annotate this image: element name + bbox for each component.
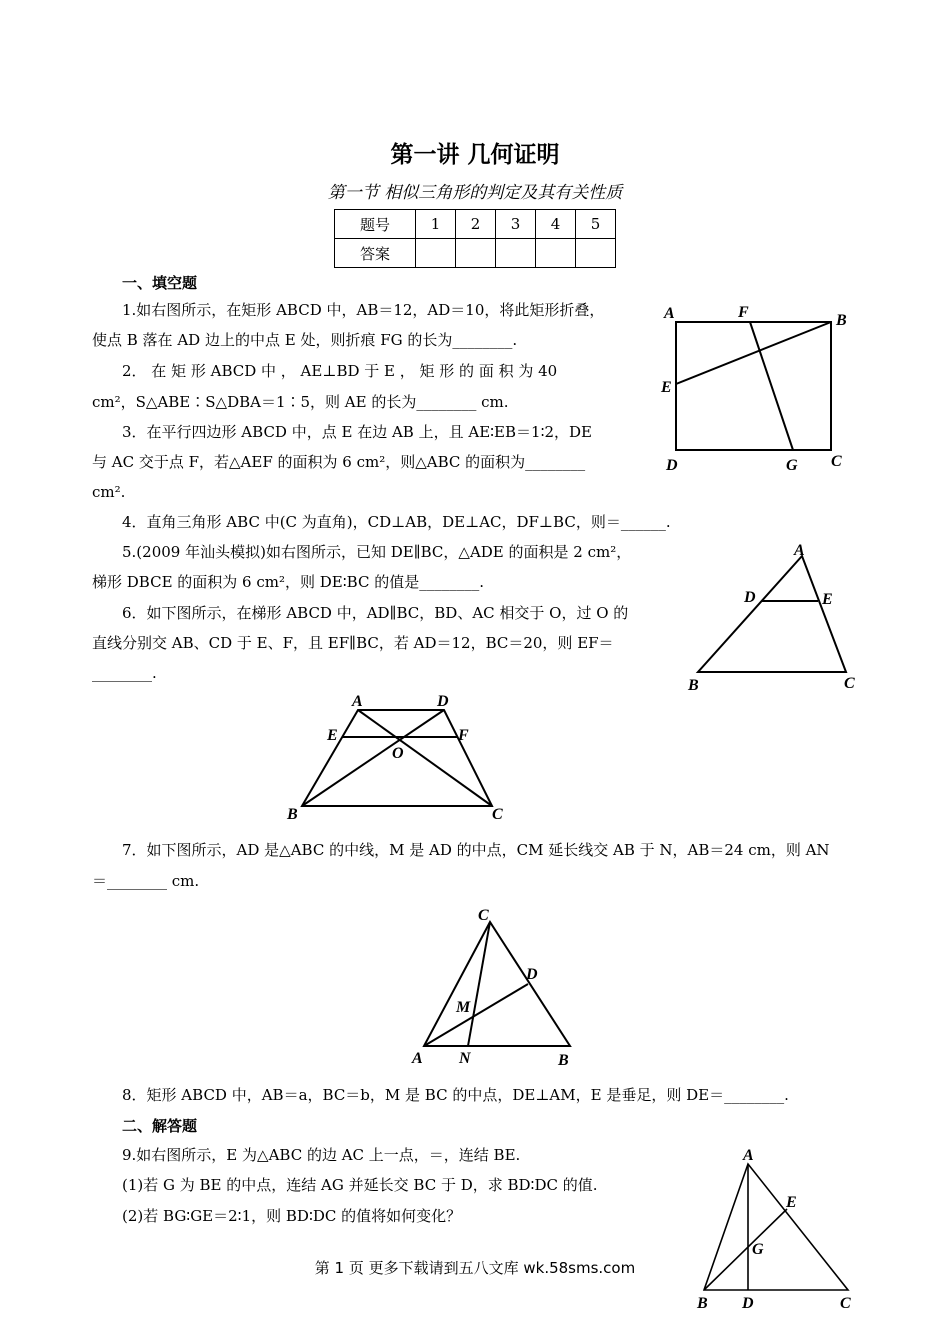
question-7-line-2: ＝________ cm. <box>92 872 200 890</box>
table-row <box>335 210 616 239</box>
label-f: F <box>458 727 469 744</box>
label-e: E <box>327 727 338 744</box>
label-d: D <box>742 1295 754 1312</box>
label-c: C <box>831 453 842 470</box>
label-a: A <box>664 305 675 322</box>
label-c: C <box>844 675 855 692</box>
label-b: B <box>836 312 847 329</box>
label-g: G <box>752 1241 764 1258</box>
answer-cell <box>496 239 536 268</box>
table-cell: 4 <box>536 210 576 239</box>
table-row <box>335 239 616 268</box>
label-b: B <box>697 1295 708 1312</box>
question-9-line-2: (1)若 G 为 BE 的中点，连结 AG 并延长交 BC 于 D，求 BD∶DC 的值. <box>122 1176 598 1194</box>
label-m: M <box>456 999 471 1016</box>
question-8: 8．矩形 ABCD 中，AB＝a，BC＝b，M 是 BC 的中点，DE⊥AM，E 是垂足，则 DE＝________. <box>122 1086 789 1104</box>
answer-cell <box>416 239 456 268</box>
table-header-number: 题号 <box>335 210 416 239</box>
label-b: B <box>688 677 699 694</box>
question-2-line-2: cm²，S△ABE∶S△DBA＝1∶5，则 AE 的长为________ cm. <box>92 393 509 411</box>
triangle-ag-figure <box>690 1140 865 1316</box>
label-c: C <box>478 907 489 924</box>
question-6-line-3: ________. <box>92 664 157 682</box>
section-answer: 二、解答题 <box>122 1117 198 1135</box>
label-c: C <box>492 806 503 823</box>
label-e: E <box>661 379 672 396</box>
label-e: E <box>822 591 833 608</box>
label-n: N <box>459 1050 471 1067</box>
question-9-line-3: (2)若 BG∶GE＝2∶1，则 BD∶DC 的值将如何变化？ <box>122 1207 462 1225</box>
triangle-de-parallel-figure <box>680 538 870 698</box>
table-cell: 1 <box>416 210 456 239</box>
trapezoid-figure <box>280 688 520 824</box>
question-3-line-3: cm². <box>92 483 126 501</box>
question-3-line-1: 3．在平行四边形 ABCD 中，点 E 在边 AB 上，且 AE∶EB＝1∶2，DE <box>122 423 592 441</box>
label-d: D <box>526 966 538 983</box>
answer-cell <box>576 239 616 268</box>
question-1-line-1: 1.如右图所示，在矩形 ABCD 中，AB＝12，AD＝10，将此矩形折叠， <box>122 301 605 319</box>
label-a: A <box>412 1050 423 1067</box>
triangle-abc <box>698 556 846 672</box>
label-a: A <box>743 1147 754 1164</box>
label-b: B <box>558 1052 569 1068</box>
label-d: D <box>437 693 449 710</box>
question-1-line-2: 使点 B 落在 AD 边上的中点 E 处，则折痕 FG 的长为________. <box>92 331 518 349</box>
label-a: A <box>352 693 363 710</box>
triangle-abc <box>424 922 570 1046</box>
label-b: B <box>287 806 298 823</box>
question-3-line-2: 与 AC 交于点 F，若△AEF 的面积为 6 cm²，则△ABC 的面积为________ <box>92 453 586 471</box>
label-a: A <box>794 542 805 559</box>
label-c: C <box>840 1295 851 1312</box>
section-fill-in: 一、填空题 <box>122 274 198 292</box>
rectangle-fold-figure <box>655 298 855 478</box>
answer-cell <box>536 239 576 268</box>
page-title: 第一讲 几何证明 <box>390 142 560 168</box>
question-9-line-1: 9.如右图所示，E 为△ABC 的边 AC 上一点，＝，连结 BE. <box>122 1146 521 1164</box>
answer-table <box>334 209 616 268</box>
table-header-answer: 答案 <box>335 239 416 268</box>
section-subtitle: 第一节 相似三角形的判定及其有关性质 <box>327 183 623 203</box>
question-5-line-2: 梯形 DBCE 的面积为 6 cm²，则 DE∶BC 的值是________. <box>92 573 484 591</box>
answer-cell <box>456 239 496 268</box>
fold-line-fg <box>750 322 793 450</box>
question-4: 4．直角三角形 ABC 中(C 为直角)，CD⊥AB，DE⊥AC，DF⊥BC，则＝______. <box>122 513 671 531</box>
label-g: G <box>786 457 798 474</box>
label-e: E <box>786 1194 797 1211</box>
page-footer: 第 1 页 更多下载请到五八文库 wk.58sms.com <box>314 1259 636 1277</box>
diagonal-ac <box>358 710 492 806</box>
label-d: D <box>744 589 756 606</box>
question-7-line-1: 7．如下图所示，AD 是△ABC 的中线，M 是 AD 的中点，CM 延长线交 AB 于 N，AB＝24 cm，则 AN <box>122 841 830 859</box>
question-5-line-1: 5.(2009 年汕头模拟)如右图所示，已知 DE∥BC，△ADE 的面积是 2 cm²， <box>122 543 632 561</box>
diagonal-bd <box>302 710 444 806</box>
question-6-line-1: 6．如下图所示，在梯形 ABCD 中，AD∥BC，BD、AC 相交于 O，过 O 的 <box>122 604 629 622</box>
label-f: F <box>738 304 749 321</box>
table-cell: 2 <box>456 210 496 239</box>
rectangle-abcd <box>676 322 831 450</box>
triangle-median-figure <box>400 900 590 1068</box>
table-cell: 5 <box>576 210 616 239</box>
label-d: D <box>666 457 678 474</box>
label-o: O <box>392 745 404 762</box>
question-2-line-1: 2． 在 矩 形 ABCD 中 ， AE⊥BD 于 E ， 矩 形 的 面 积 为 40 <box>122 362 558 380</box>
table-cell: 3 <box>496 210 536 239</box>
question-6-line-2: 直线分别交 AB、CD 于 E、F，且 EF∥BC，若 AD＝12，BC＝20，则 EF＝ <box>92 634 614 652</box>
